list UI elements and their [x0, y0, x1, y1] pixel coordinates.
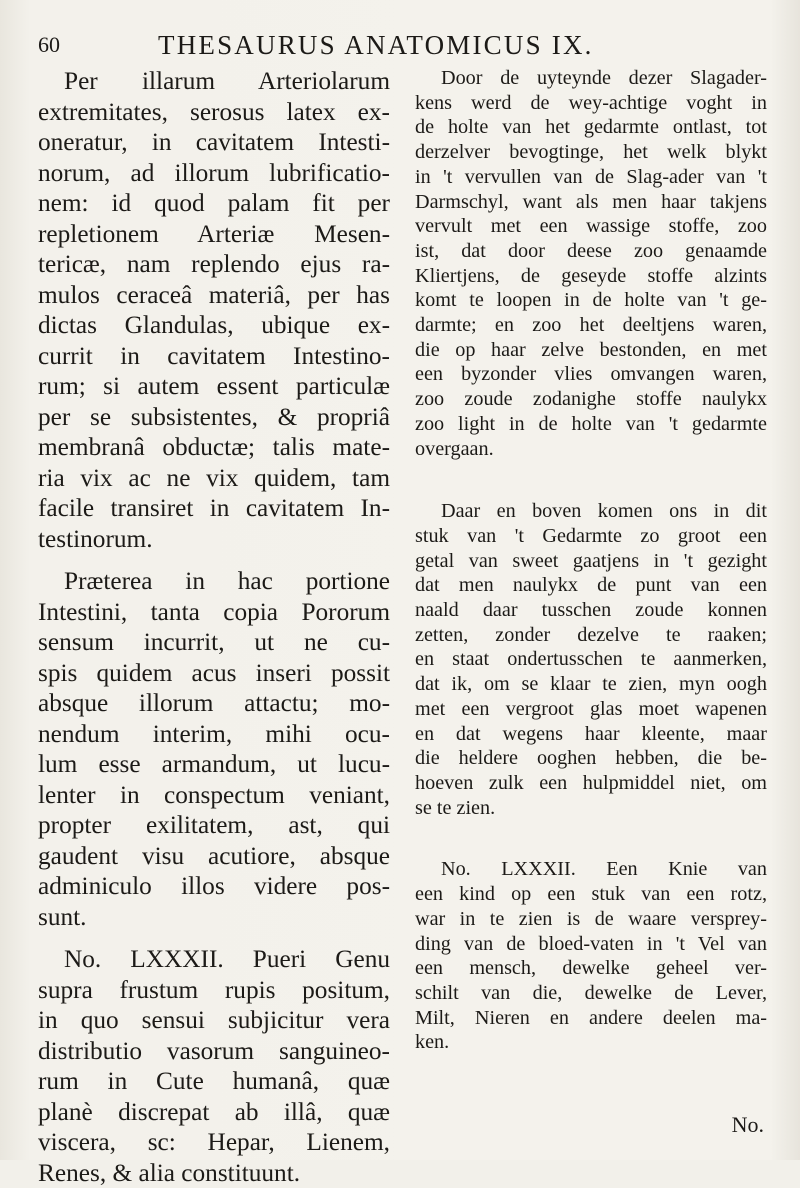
text-line: Milt, Nieren en andere deelen ma-: [415, 1006, 767, 1031]
text-line: Intestini, tanta copia Pororum: [38, 597, 390, 628]
text-line: een kind op een stuk van een rotz,: [415, 882, 767, 907]
text-line: Darmschyl, want als men haar takjens: [415, 190, 767, 215]
text-line: war in te zien is de waare versprey-: [415, 907, 767, 932]
text-line: per se subsistentes, & propriâ: [38, 402, 390, 433]
text-line: darmte; en zoo het deeltjens waren,: [415, 313, 767, 338]
text-line: ist, dat door deese zoo genaamde: [415, 239, 767, 264]
text-line: planè discrepat ab illâ, quæ: [38, 1097, 390, 1128]
text-line: naald daar tusschen zoude konnen: [415, 598, 767, 623]
text-line: dat ik, om se klaar te zien, myn oogh: [415, 672, 767, 697]
page-header: [38, 30, 758, 70]
text-line: membranâ obductæ; talis mate-: [38, 432, 390, 463]
text-line: sensum incurrit, ut ne cu-: [38, 627, 390, 658]
text-line: Præterea in hac portione: [38, 566, 390, 597]
text-line: overgaan.: [415, 437, 767, 462]
text-line: distributio vasorum sanguineo-: [38, 1036, 390, 1067]
text-line: dictas Glandulas, ubique ex-: [38, 310, 390, 341]
text-line: en dat wegens haar kleente, maar: [415, 722, 767, 747]
text-line: die op haar zelve bestonden, en met: [415, 338, 767, 363]
text-line: mulos ceraceâ materiâ, per has: [38, 280, 390, 311]
latin-paragraph-3: [38, 944, 390, 1188]
text-line: de holte van het gedarmte ontlast, tot: [415, 115, 767, 140]
text-line: No. LXXXII. Pueri Genu: [38, 944, 390, 975]
text-line: getal van sweet gaatjens in 't gezight: [415, 549, 767, 574]
text-line: propter exilitatem, ast, qui: [38, 810, 390, 841]
text-line: een mensch, dewelke geheel ver-: [415, 956, 767, 981]
text-line: norum, ad illorum lubrificatio-: [38, 158, 390, 189]
text-line: een byzonder vlies omvangen waren,: [415, 362, 767, 387]
text-line: met een vergroot glas moet wapenen: [415, 697, 767, 722]
text-line: zoo light in de holte van 't gedarmte: [415, 412, 767, 437]
text-line: se te zien.: [415, 796, 767, 821]
text-line: die heldere ooghen hebben, die be-: [415, 746, 767, 771]
latin-column: [38, 66, 390, 1188]
text-line: oneratur, in cavitatem Intesti-: [38, 127, 390, 158]
text-line: kens werd de wey-achtige voght in: [415, 91, 767, 116]
text-line: spis quidem acus inseri possit: [38, 658, 390, 689]
text-line: hoeven zulk een hulpmiddel niet, om: [415, 771, 767, 796]
text-line: stuk van 't Gedarmte zo groot een: [415, 524, 767, 549]
text-line: adminiculo illos videre pos-: [38, 871, 390, 902]
text-line: viscera, sc: Hepar, Lienem,: [38, 1127, 390, 1158]
text-line: rum in Cute humanâ, quæ: [38, 1066, 390, 1097]
text-line: derzelver bevogtinge, het welk blykt: [415, 140, 767, 165]
paragraph-gap: [415, 461, 767, 499]
text-line: in 't vervullen van de Slag-ader van 't: [415, 165, 767, 190]
text-line: gaudent visu acutiore, absque: [38, 841, 390, 872]
dutch-paragraph-2: [415, 499, 767, 820]
text-line: nendum interim, mihi ocu-: [38, 719, 390, 750]
dutch-paragraph-1: [415, 66, 767, 461]
text-line: nem: id quod palam fit per: [38, 188, 390, 219]
text-line: supra frustum rupis positum,: [38, 975, 390, 1006]
text-line: Renes, & alia constituunt.: [38, 1158, 390, 1188]
latin-paragraph-1: [38, 66, 390, 554]
text-line: in quo sensui subjicitur vera: [38, 1005, 390, 1036]
dutch-paragraph-3: [415, 857, 767, 1055]
text-line: lenter in conspectum veniant,: [38, 780, 390, 811]
text-line: Door de uyteynde dezer Slagader-: [415, 66, 767, 91]
text-line: sunt.: [38, 902, 390, 933]
text-line: lum esse armandum, ut lucu-: [38, 749, 390, 780]
text-line: ria vix ac ne vix quidem, tam: [38, 463, 390, 494]
column-divider: [402, 70, 403, 1070]
paragraph-gap: [38, 554, 390, 566]
text-line: komt te loopen in de holte van 't ge-: [415, 288, 767, 313]
latin-paragraph-2: [38, 566, 390, 932]
dutch-column: [415, 66, 767, 1055]
text-line: dat men naulykx de punt van een: [415, 573, 767, 598]
text-line: absque illorum attactu; mo-: [38, 688, 390, 719]
text-line: repletionem Arteriæ Mesen-: [38, 219, 390, 250]
text-line: vervult met een wassige stoffe, zoo: [415, 214, 767, 239]
text-line: No. LXXXII. Een Knie van: [415, 857, 767, 882]
text-line: ken.: [415, 1030, 767, 1055]
text-line: zetten, zonder dezelve te raaken;: [415, 623, 767, 648]
text-line: tericæ, nam replendo ejus ra-: [38, 249, 390, 280]
text-line: Per illarum Arteriolarum: [38, 66, 390, 97]
text-line: Daar en boven komen ons in dit: [415, 499, 767, 524]
text-line: extremitates, serosus latex ex-: [38, 97, 390, 128]
text-line: currit in cavitatem Intestino-: [38, 341, 390, 372]
text-line: facile transiret in cavitatem In-: [38, 493, 390, 524]
catchword: No.: [732, 1112, 764, 1138]
text-line: schilt van die, dewelke de Lever,: [415, 981, 767, 1006]
text-line: ding van de bloed-vaten in 't Vel van: [415, 932, 767, 957]
paragraph-gap: [38, 932, 390, 944]
text-line: rum; si autem essent particulæ: [38, 371, 390, 402]
running-title: THESAURUS ANATOMICUS IX.: [158, 30, 594, 61]
paragraph-gap: [415, 820, 767, 857]
text-line: zoo zoude zodanighe stoffe naulykx: [415, 387, 767, 412]
text-line: en staat ondertusschen te aanmerken,: [415, 647, 767, 672]
page-number: 60: [38, 32, 60, 58]
text-line: testinorum.: [38, 524, 390, 555]
text-line: Kliertjens, de geseyde stoffe alzints: [415, 264, 767, 289]
